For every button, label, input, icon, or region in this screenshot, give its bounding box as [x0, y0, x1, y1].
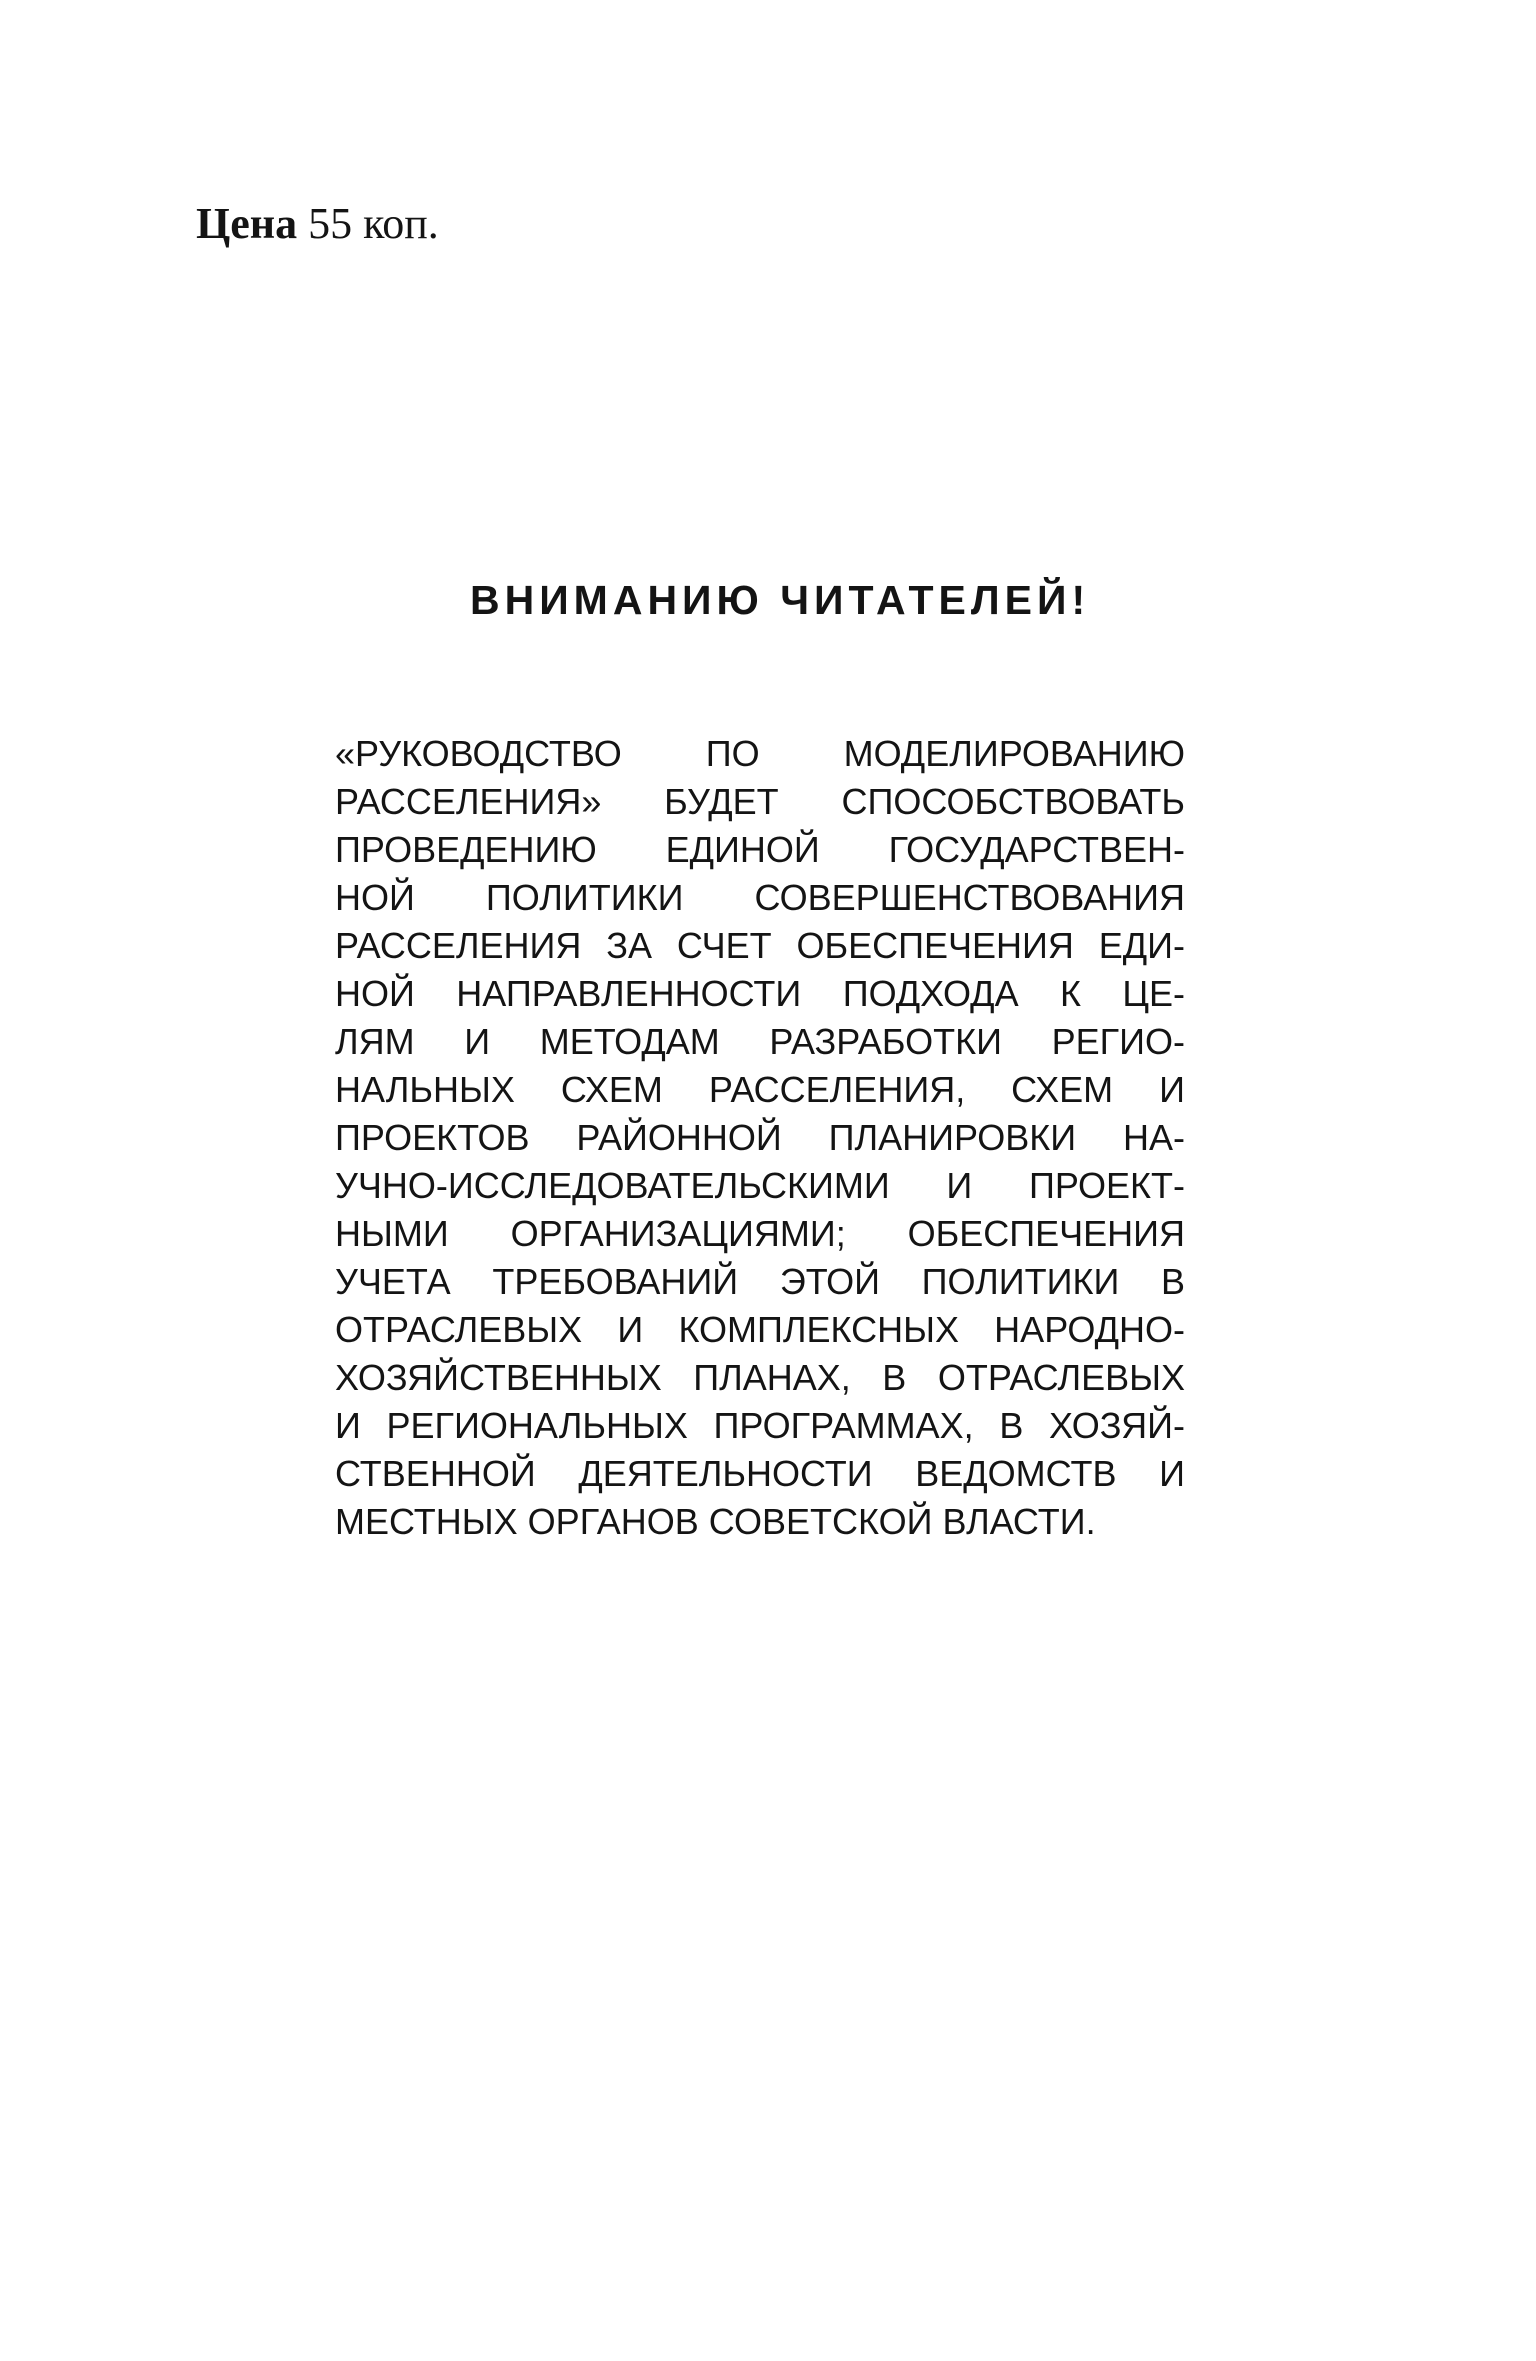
notice-line: ХОЗЯЙСТВЕННЫХ ПЛАНАХ, В ОТРАСЛЕВЫХ — [335, 1357, 1185, 1398]
notice-line: ПРОВЕДЕНИЮ ЕДИНОЙ ГОСУДАРСТВЕН- — [335, 829, 1185, 870]
notice-line: МЕСТНЫХ ОРГАНОВ СОВЕТСКОЙ ВЛАСТИ. — [335, 1501, 1096, 1542]
price-label: Цена — [196, 199, 298, 248]
price-line — [196, 199, 439, 248]
notice-line: НАЛЬНЫХ СХЕМ РАССЕЛЕНИЯ, СХЕМ И — [335, 1069, 1185, 1110]
notice-line: УЧНО-ИССЛЕДОВАТЕЛЬСКИМИ И ПРОЕКТ- — [335, 1165, 1185, 1206]
notice-line: НЫМИ ОРГАНИЗАЦИЯМИ; ОБЕСПЕЧЕНИЯ — [335, 1213, 1185, 1254]
notice-line: РАССЕЛЕНИЯ» БУДЕТ СПОСОБСТВОВАТЬ — [335, 781, 1185, 822]
notice-line: СТВЕННОЙ ДЕЯТЕЛЬНОСТИ ВЕДОМСТВ И — [335, 1453, 1185, 1494]
notice-line: ЛЯМ И МЕТОДАМ РАЗРАБОТКИ РЕГИО- — [335, 1021, 1185, 1062]
notice-line: НОЙ НАПРАВЛЕННОСТИ ПОДХОДА К ЦЕ- — [335, 973, 1185, 1014]
notice-line: НОЙ ПОЛИТИКИ СОВЕРШЕНСТВОВАНИЯ — [335, 877, 1185, 918]
notice-line: «РУКОВОДСТВО ПО МОДЕЛИРОВАНИЮ — [335, 733, 1185, 774]
notice-heading: ВНИМАНИЮ ЧИТАТЕЛЕЙ! — [470, 577, 1091, 623]
price-value: 55 коп. — [308, 199, 439, 248]
notice-line: ПРОЕКТОВ РАЙОННОЙ ПЛАНИРОВКИ НА- — [335, 1117, 1185, 1158]
notice-line: УЧЕТА ТРЕБОВАНИЙ ЭТОЙ ПОЛИТИКИ В — [335, 1261, 1185, 1302]
notice-line: РАССЕЛЕНИЯ ЗА СЧЕТ ОБЕСПЕЧЕНИЯ ЕДИ- — [335, 925, 1185, 966]
notice-line: ОТРАСЛЕВЫХ И КОМПЛЕКСНЫХ НАРОДНО- — [335, 1309, 1185, 1350]
notice-body — [335, 730, 1185, 1546]
notice-line: И РЕГИОНАЛЬНЫХ ПРОГРАММАХ, В ХОЗЯЙ- — [335, 1405, 1185, 1446]
